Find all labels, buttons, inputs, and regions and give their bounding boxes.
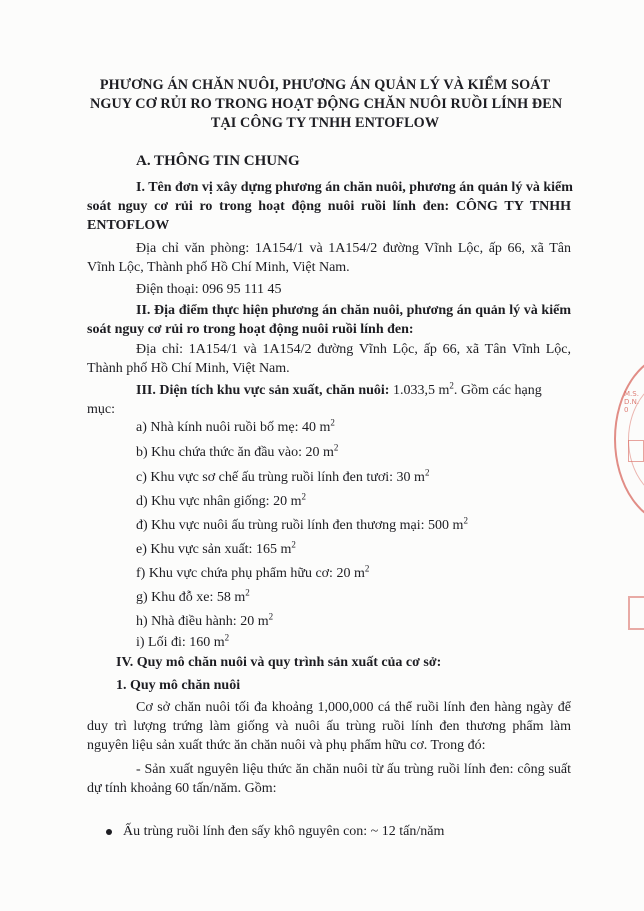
part3-heading: III. Diện tích khu vực sản xuất, chăn nuôi:	[136, 383, 390, 398]
part3-heading-line	[136, 381, 542, 400]
section-a-heading: A. THÔNG TIN CHUNG	[136, 153, 300, 169]
area-item: d) Khu vực nhân giống: 20 $m^2$	[136, 491, 306, 509]
part4-sub1-heading: 1. Quy mô chăn nuôi	[116, 678, 241, 693]
part1-heading-line-1: I. Tên đơn vị xây dựng phương án chăn nuôi, phương án quản lý và kiểm	[136, 180, 573, 195]
part2-heading-line-1: II. Địa điểm thực hiện phương án chăn nuôi, phương án quản lý và kiểm	[136, 303, 571, 318]
office-address-line-1: Địa chỉ văn phòng: 1A154/1 và 1A154/2 đường Vĩnh Lộc, ấp 66, xã Tân	[136, 241, 571, 256]
part1-heading-line-2: soát nguy cơ rủi ro trong hoạt động nuôi ruồi lính đen: CÔNG TY TNHH	[87, 199, 571, 214]
office-address-line-2: Vĩnh Lộc, Thành phố Hồ Chí Minh, Việt Nam.	[87, 260, 350, 275]
title-line-2: NGUY CƠ RỦI RO TRONG HOẠT ĐỘNG CHĂN NUÔI RUỒI LÍNH ĐEN	[90, 96, 563, 112]
total-area: 1.033,5 $m^2$. Gồm các hạng	[392, 380, 542, 398]
title-line-3: TẠI CÔNG TY TNHH ENTOFLOW	[210, 115, 440, 131]
site-address-line-2: Thành phố Hồ Chí Minh, Việt Nam.	[87, 361, 290, 376]
edge-stamp-mark	[628, 596, 644, 630]
part3-heading-cont: mục:	[87, 402, 115, 417]
scale-para-line-3: nguyên liệu sản xuất thức ăn chăn nuôi và phụ phẩm hữu cơ. Trong đó:	[87, 738, 486, 753]
area-item: f) Khu vực chứa phụ phẩm hữu cơ: 20 $m^2$	[136, 563, 370, 581]
area-item: h) Nhà điều hành: 20 $m^2$	[136, 611, 274, 629]
area-item: a) Nhà kính nuôi ruồi bố mẹ: 40 $m^2$	[136, 417, 335, 435]
area-item: b) Khu chứa thức ăn đầu vào: 20 $m^2$	[136, 442, 339, 460]
document-title	[90, 76, 563, 133]
bullet-item-dried-larvae: Ấu trùng ruồi lính đen sấy khô nguyên con: ~ 12 tấn/năm	[123, 824, 445, 839]
stamp-mark	[628, 440, 644, 462]
scale-para-line-1: Cơ sở chăn nuôi tối đa khoảng 1,000,000 cá thể ruồi lính đen hàng ngày để	[136, 700, 571, 715]
part1-heading-line-3: ENTOFLOW	[87, 218, 170, 233]
production-line-2: dự tính khoảng 60 tấn/năm. Gồm:	[87, 781, 277, 796]
bullet-dot	[106, 829, 112, 835]
site-address-line-1: Địa chỉ: 1A154/1 và 1A154/2 đường Vĩnh Lộc, ấp 66, xã Tân Vĩnh Lộc,	[136, 342, 571, 357]
area-item: đ) Khu vực nuôi ấu trùng ruồi lính đen thương mại: 500 $m^2$	[136, 515, 468, 533]
area-item: c) Khu vực sơ chế ấu trùng ruồi lính đen tươi: 30 $m^2$	[136, 467, 430, 485]
area-item: e) Khu vực sản xuất: 165 $m^2$	[136, 539, 296, 557]
part2-heading-line-2: soát nguy cơ rủi ro trong hoạt động nuôi ruồi lính đen:	[87, 322, 414, 337]
area-item: g) Khu đỗ xe: 58 $m^2$	[136, 587, 250, 605]
stamp-text: M.S.D.N.0	[624, 390, 640, 414]
scale-para-line-2: duy trì lượng trứng làm giống và nuôi ấu trùng ruồi lính đen thương phẩm làm	[87, 719, 571, 734]
part4-heading: IV. Quy mô chăn nuôi và quy trình sản xuất của cơ sở:	[116, 655, 442, 670]
area-item: i) Lối đi: 160 $m^2$	[136, 632, 230, 650]
title-line-1: PHƯƠNG ÁN CHĂN NUÔI, PHƯƠNG ÁN QUẢN LÝ VÀ KIỂM SOÁT	[99, 77, 551, 93]
phone-number: Điện thoại: 096 95 111 45	[136, 282, 282, 297]
production-line-1: - Sản xuất nguyên liệu thức ăn chăn nuôi từ ấu trùng ruồi lính đen: công suất	[136, 762, 571, 777]
